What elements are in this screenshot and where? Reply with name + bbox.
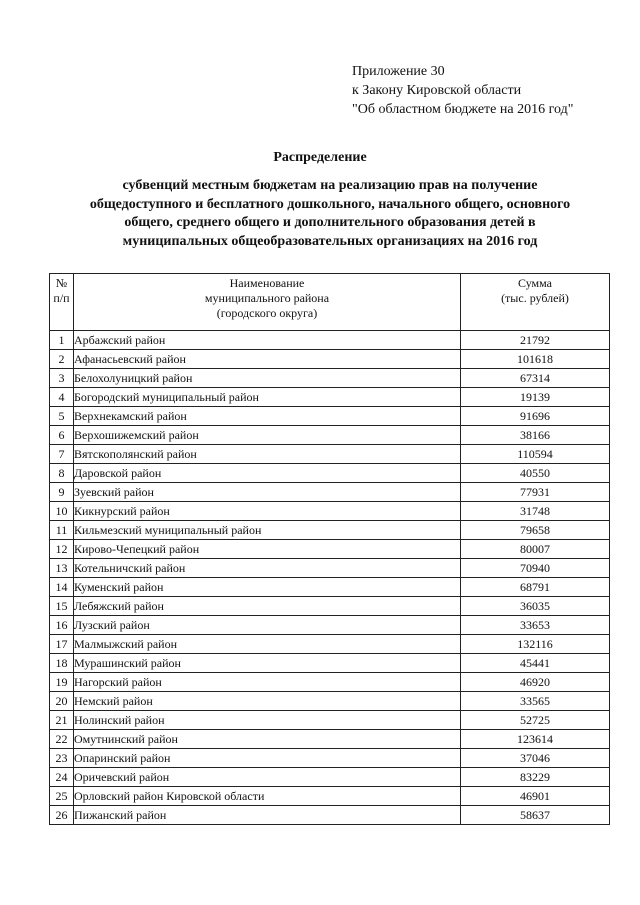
- row-district-name: Кикнурский район: [74, 502, 461, 521]
- row-district-name: Вятскополянский район: [74, 445, 461, 464]
- table-row: [50, 350, 610, 369]
- table-row: [50, 502, 610, 521]
- row-number: 25: [50, 787, 74, 806]
- row-district-name: Оричевский район: [74, 768, 461, 787]
- row-district-name: Лузский район: [74, 616, 461, 635]
- table-row: [50, 540, 610, 559]
- row-district-name: Мурашинский район: [74, 654, 461, 673]
- subtitle-line: общедоступного и бесплатного дошкольного, начального общего, основного: [89, 196, 571, 212]
- row-number: 22: [50, 730, 74, 749]
- row-number: 15: [50, 597, 74, 616]
- header-name: [74, 274, 461, 331]
- table-row: [50, 616, 610, 635]
- row-amount: 83229: [461, 768, 610, 787]
- header-number-symbol: №: [55, 276, 68, 290]
- row-amount: 77931: [461, 483, 610, 502]
- row-number: 5: [50, 407, 74, 426]
- row-amount: 68791: [461, 578, 610, 597]
- row-district-name: Богородский муниципальный район: [74, 388, 461, 407]
- row-number: 10: [50, 502, 74, 521]
- row-number: 7: [50, 445, 74, 464]
- row-amount: 91696: [461, 407, 610, 426]
- row-number: 24: [50, 768, 74, 787]
- row-district-name: Куменский район: [74, 578, 461, 597]
- row-number: 20: [50, 692, 74, 711]
- row-amount: 45441: [461, 654, 610, 673]
- row-district-name: Арбажский район: [74, 331, 461, 350]
- appendix-line-law: к Закону Кировской области: [352, 83, 522, 98]
- row-district-name: Зуевский район: [74, 483, 461, 502]
- table-row: [50, 673, 610, 692]
- table-row: [50, 768, 610, 787]
- table-row: [50, 654, 610, 673]
- row-number: 13: [50, 559, 74, 578]
- table-row: [50, 521, 610, 540]
- row-amount: 80007: [461, 540, 610, 559]
- row-number: 23: [50, 749, 74, 768]
- row-amount: 40550: [461, 464, 610, 483]
- row-district-name: Омутнинский район: [74, 730, 461, 749]
- row-number: 3: [50, 369, 74, 388]
- row-district-name: Верхнекамский район: [74, 407, 461, 426]
- row-amount: 123614: [461, 730, 610, 749]
- row-number: 12: [50, 540, 74, 559]
- table-row: [50, 559, 610, 578]
- row-number: 2: [50, 350, 74, 369]
- row-district-name: Котельничский район: [74, 559, 461, 578]
- row-amount: 79658: [461, 521, 610, 540]
- row-district-name: Белохолуницкий район: [74, 369, 461, 388]
- row-district-name: Кирово-Чепецкий район: [74, 540, 461, 559]
- row-number: 1: [50, 331, 74, 350]
- table-row: [50, 730, 610, 749]
- row-number: 16: [50, 616, 74, 635]
- row-number: 11: [50, 521, 74, 540]
- row-district-name: Лебяжский район: [74, 597, 461, 616]
- table-row: [50, 331, 610, 350]
- subtitle-line: субвенций местным бюджетам на реализацию прав на получение: [122, 178, 538, 193]
- appendix-reference: [352, 62, 573, 119]
- row-amount: 110594: [461, 445, 610, 464]
- row-amount: 31748: [461, 502, 610, 521]
- row-amount: 52725: [461, 711, 610, 730]
- table-row: [50, 711, 610, 730]
- distribution-table: [49, 273, 610, 825]
- table-row: [50, 426, 610, 445]
- row-number: 19: [50, 673, 74, 692]
- header-name-line: Наименование: [229, 276, 305, 290]
- table-row: [50, 787, 610, 806]
- header-name-line: муниципального района: [204, 291, 330, 305]
- table-row: [50, 806, 610, 825]
- header-amount-line: (тыс. рублей): [501, 291, 569, 305]
- table-header-row: [50, 274, 610, 331]
- row-district-name: Нолинский район: [74, 711, 461, 730]
- row-district-name: Кильмезский муниципальный район: [74, 521, 461, 540]
- row-district-name: Орловский район Кировской области: [74, 787, 461, 806]
- appendix-line-number: Приложение 30: [352, 64, 445, 79]
- document-title: Распределение: [273, 150, 367, 165]
- row-amount: 58637: [461, 806, 610, 825]
- row-number: 4: [50, 388, 74, 407]
- header-number: [50, 274, 74, 331]
- row-number: 26: [50, 806, 74, 825]
- row-district-name: Нагорский район: [74, 673, 461, 692]
- row-district-name: Афанасьевский район: [74, 350, 461, 369]
- row-number: 8: [50, 464, 74, 483]
- table-row: [50, 483, 610, 502]
- row-district-name: Пижанский район: [74, 806, 461, 825]
- subtitle-line: муниципальных общеобразовательных организациях на 2016 год: [122, 233, 538, 249]
- row-amount: 46901: [461, 787, 610, 806]
- row-amount: 38166: [461, 426, 610, 445]
- table-row: [50, 578, 610, 597]
- row-number: 14: [50, 578, 74, 597]
- row-amount: 67314: [461, 369, 610, 388]
- table-row: [50, 388, 610, 407]
- row-amount: 36035: [461, 597, 610, 616]
- appendix-line-budget: "Об областном бюджете на 2016 год": [352, 102, 574, 117]
- table-row: [50, 597, 610, 616]
- row-number: 17: [50, 635, 74, 654]
- header-amount: [461, 274, 610, 331]
- header-number-abbrev: п/п: [53, 291, 70, 305]
- row-amount: 37046: [461, 749, 610, 768]
- row-amount: 19139: [461, 388, 610, 407]
- row-amount: 132116: [461, 635, 610, 654]
- row-number: 6: [50, 426, 74, 445]
- table-row: [50, 692, 610, 711]
- table-row: [50, 369, 610, 388]
- header-name-line: (городского округа): [216, 306, 318, 320]
- row-district-name: Опаринский район: [74, 749, 461, 768]
- row-district-name: Даровской район: [74, 464, 461, 483]
- row-amount: 21792: [461, 331, 610, 350]
- row-number: 9: [50, 483, 74, 502]
- row-amount: 33653: [461, 616, 610, 635]
- document-subtitle: [60, 177, 600, 251]
- row-number: 18: [50, 654, 74, 673]
- table-row: [50, 464, 610, 483]
- row-amount: 33565: [461, 692, 610, 711]
- header-amount-line: Сумма: [518, 276, 552, 290]
- table-row: [50, 407, 610, 426]
- row-district-name: Верхошижемский район: [74, 426, 461, 445]
- table-row: [50, 635, 610, 654]
- table-row: [50, 445, 610, 464]
- row-district-name: Немский район: [74, 692, 461, 711]
- row-number: 21: [50, 711, 74, 730]
- row-amount: 46920: [461, 673, 610, 692]
- table-row: [50, 749, 610, 768]
- row-amount: 70940: [461, 559, 610, 578]
- row-district-name: Малмыжский район: [74, 635, 461, 654]
- subtitle-line: общего, среднего общего и дополнительного образования детей в: [124, 215, 536, 230]
- row-amount: 101618: [461, 350, 610, 369]
